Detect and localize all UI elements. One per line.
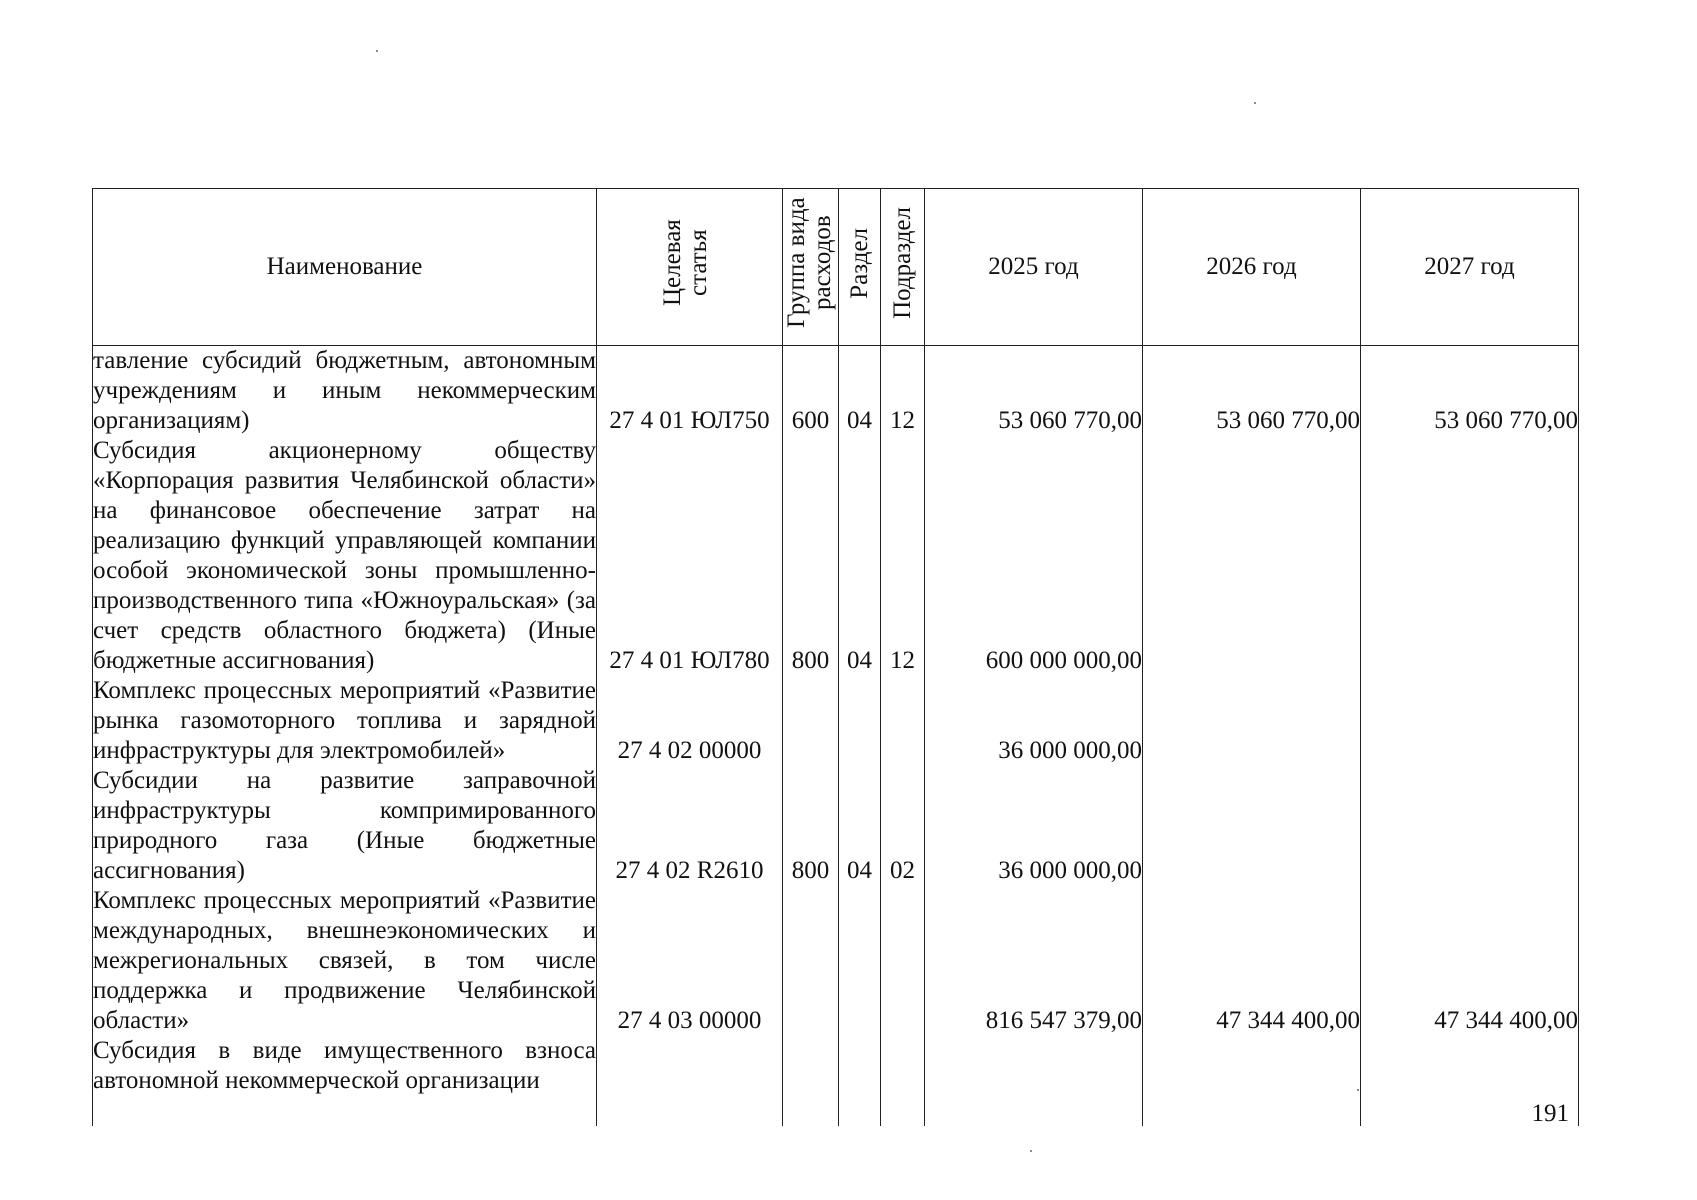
row-section: 04 <box>839 346 881 437</box>
row-target: 27 4 02 00000 <box>597 676 783 766</box>
row-target <box>597 1036 783 1126</box>
row-name: Субсидии на развитие заправочной инфраструктуры компримированного природного газа (Иные бюджетные ассигнования) <box>93 767 596 884</box>
row-subsection <box>881 886 925 1036</box>
row-2025: 36 000 000,00 <box>925 676 1143 766</box>
row-name: тавление субсидий бюджетным, автономным учреждениям и иным некоммерческим организациям) <box>93 347 596 434</box>
row-section: 04 <box>839 766 881 886</box>
row-2027 <box>1361 676 1579 766</box>
row-subsection: 12 <box>881 436 925 676</box>
table-row <box>93 436 1579 676</box>
row-group <box>783 1036 839 1126</box>
row-2025: 600 000 000,00 <box>925 436 1143 676</box>
row-2026 <box>1143 436 1361 676</box>
row-target: 27 4 02 R2610 <box>597 766 783 886</box>
table-row <box>93 766 1579 886</box>
row-group <box>783 886 839 1036</box>
row-section: 04 <box>839 436 881 676</box>
header-2027: 2027 год <box>1361 189 1579 346</box>
header-section: Раздел <box>839 189 881 346</box>
row-name: Субсидия акционерному обществу «Корпорация развития Челябинской области» на финансовое обеспечение затрат на реализацию функций управляющей компании особой экономической зоны промышленно-производственного типа «Южноуральская» (за счет средств областного бюджета) (Иные бюджетные ассигнования) <box>93 437 596 674</box>
row-2026: 47 344 400,00 <box>1143 886 1361 1036</box>
row-name: Комплекс процессных мероприятий «Развитие рынка газомоторного топлива и зарядной инфраструктуры для электромобилей» <box>93 677 596 764</box>
table-row <box>93 346 1579 437</box>
header-name: Наименование <box>93 189 597 346</box>
row-group <box>783 676 839 766</box>
table-row <box>93 676 1579 766</box>
row-group: 800 <box>783 766 839 886</box>
row-2025 <box>925 1036 1143 1126</box>
budget-table <box>92 188 1579 1126</box>
row-2026: 53 060 770,00 <box>1143 346 1361 437</box>
row-name: Субсидия в виде имущественного взноса автономной некоммерческой организации <box>93 1036 597 1126</box>
row-2025: 36 000 000,00 <box>925 766 1143 886</box>
header-2025: 2025 год <box>925 189 1143 346</box>
row-section <box>839 1036 881 1126</box>
scan-speck <box>1357 1089 1359 1091</box>
scan-speck <box>1254 102 1256 104</box>
table-row <box>93 886 1579 1036</box>
row-2027: 53 060 770,00 <box>1361 346 1579 437</box>
row-2026 <box>1143 676 1361 766</box>
row-subsection <box>881 1036 925 1126</box>
row-target: 27 4 01 ЮЛ750 <box>597 346 783 437</box>
row-group: 600 <box>783 346 839 437</box>
row-target: 27 4 03 00000 <box>597 886 783 1036</box>
row-2025: 816 547 379,00 <box>925 886 1143 1036</box>
header-row <box>93 189 1579 346</box>
header-2026: 2026 год <box>1143 189 1361 346</box>
scan-speck <box>376 50 378 52</box>
row-2027: 47 344 400,00 <box>1361 886 1579 1036</box>
row-2026 <box>1143 1036 1361 1126</box>
row-section <box>839 886 881 1036</box>
table-row <box>93 1036 1579 1126</box>
row-2027 <box>1361 766 1579 886</box>
row-2027 <box>1361 436 1579 676</box>
row-2026 <box>1143 766 1361 886</box>
row-subsection: 02 <box>881 766 925 886</box>
scan-speck <box>1030 1150 1032 1152</box>
header-target: Целевая статья <box>597 189 783 346</box>
row-section <box>839 676 881 766</box>
row-2025: 53 060 770,00 <box>925 346 1143 437</box>
row-subsection <box>881 676 925 766</box>
header-subsection: Подраздел <box>881 189 925 346</box>
row-group: 800 <box>783 436 839 676</box>
header-expense-group: Группа вида расходов <box>783 189 839 346</box>
page-number: 191 <box>1531 1100 1569 1127</box>
row-target: 27 4 01 ЮЛ780 <box>597 436 783 676</box>
row-subsection: 12 <box>881 346 925 437</box>
row-name: Комплекс процессных мероприятий «Развитие международных, внешнеэкономических и межрегиональных связей, в том числе поддержка и продвижение Челябинской области» <box>93 887 596 1034</box>
